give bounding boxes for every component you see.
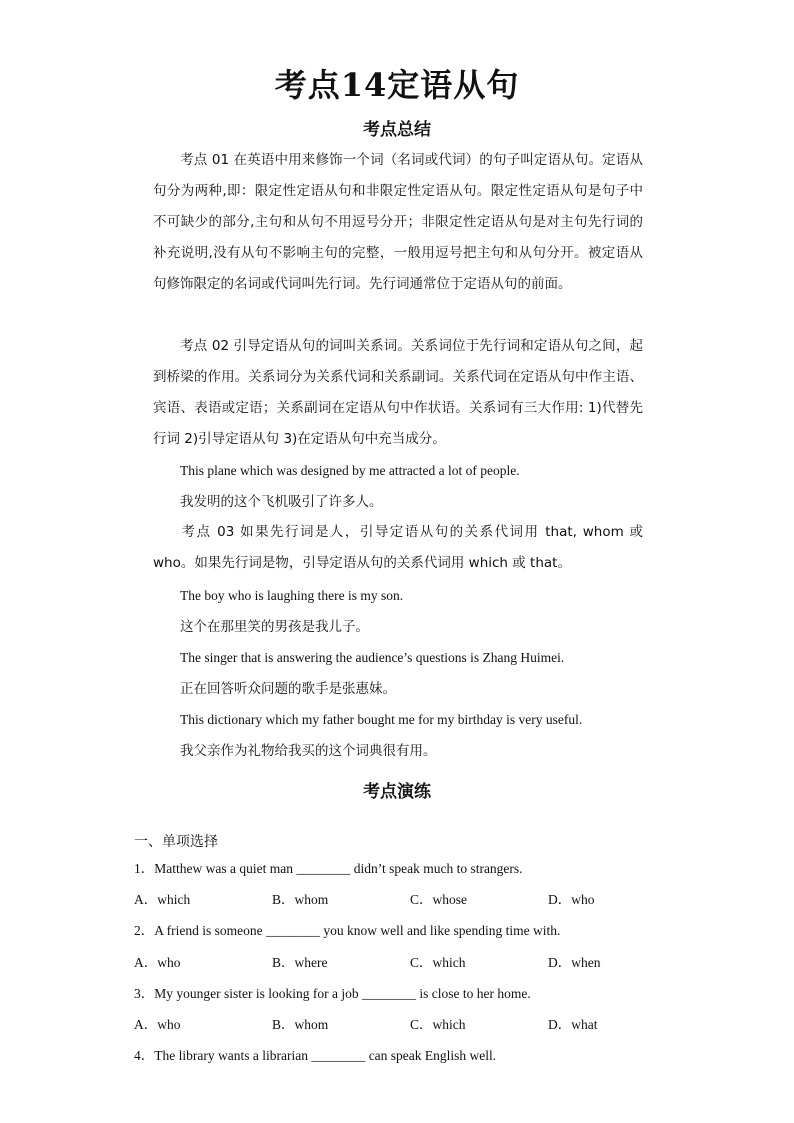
question-1-option-c[interactable]: C．whose [410,892,467,907]
example-3-english: The singer that is answering the audience’s questions is Zhang Huimei. [180,650,565,665]
summary-paragraph-3-text: 考点 03 如果先行词是人，引导定语从句的关系代词用 that, whom 或 who。如果先行词是物，引导定语从句的关系代词用 which 或 that。 [153,524,643,571]
page-title: 考点14定语从句 [274,66,520,104]
summary-paragraph-3 [153,517,643,579]
question-3-option-d[interactable]: D．what [548,1017,598,1032]
example-2-english: The boy who is laughing there is my son. [180,588,404,603]
example-1-english: This plane which was designed by me attracted a lot of people. [180,463,520,478]
summary-paragraph-1-text: 考点 01 在英语中用来修饰一个词（名词或代词）的句子叫定语从句。定语从句分为两种,即：限定性定语从句和非限定性定语从句。限定性定语从句是句子中不可缺少的部分,主句和从句不用逗号分开；非限定性定语从句是对主句先行词的补充说明,没有从句不影响主句的完整，一般用逗号把主句和从句分开。被定语从句修饰限定的名词或代词叫先行词。先行词通常位于定语从句的前面。 [153,152,643,292]
question-3-option-c[interactable]: C．which [410,1017,466,1032]
example-3-chinese: 正在回答听众问题的歌手是张惠妹。 [180,681,396,697]
question-2-option-b[interactable]: B．where [272,955,328,970]
example-4-english: This dictionary which my father bought me for my birthday is very useful. [180,712,583,727]
question-2-option-d[interactable]: D．when [548,955,601,970]
question-1-option-d[interactable]: D．who [548,892,595,907]
question-2-option-a[interactable]: A．who [134,955,181,970]
summary-paragraph-2 [153,331,643,455]
summary-paragraph-2-text: 考点 02 引导定语从句的词叫关系词。关系词位于先行词和定语从句之间，起到桥梁的作用。关系词分为关系代词和关系副词。关系代词在定语从句中作主语、宾语、表语或定语；关系副词在定语从句中作状语。关系词有三大作用: 1)代替先行词 2)引导定语从句 3)在定语从句中充当成分。 [153,338,643,447]
question-3-option-b[interactable]: B．whom [272,1017,329,1032]
question-2-option-c[interactable]: C．which [410,955,466,970]
example-4-chinese: 我父亲作为礼物给我买的这个词典很有用。 [180,743,437,759]
example-2-chinese: 这个在那里笑的男孩是我儿子。 [180,619,369,635]
example-1-chinese: 我发明的这个飞机吸引了许多人。 [180,494,383,510]
question-2: 2．A friend is someone ________ you know well and like spending time with. [134,923,561,938]
summary-heading: 考点总结 [363,120,431,140]
summary-paragraph-1 [153,145,643,300]
practice-heading: 考点演练 [363,782,431,802]
question-3-option-a[interactable]: A．who [134,1017,181,1032]
question-1-option-b[interactable]: B．whom [272,892,329,907]
question-1-option-a[interactable]: A．which [134,892,191,907]
question-4: 4．The library wants a librarian ________ can speak English well. [134,1048,497,1063]
question-3: 3．My younger sister is looking for a job ________ is close to her home. [134,986,531,1001]
section-single-choice: 一、单项选择 [134,834,218,850]
question-1: 1．Matthew was a quiet man ________ didn’t speak much to strangers. [134,861,523,876]
